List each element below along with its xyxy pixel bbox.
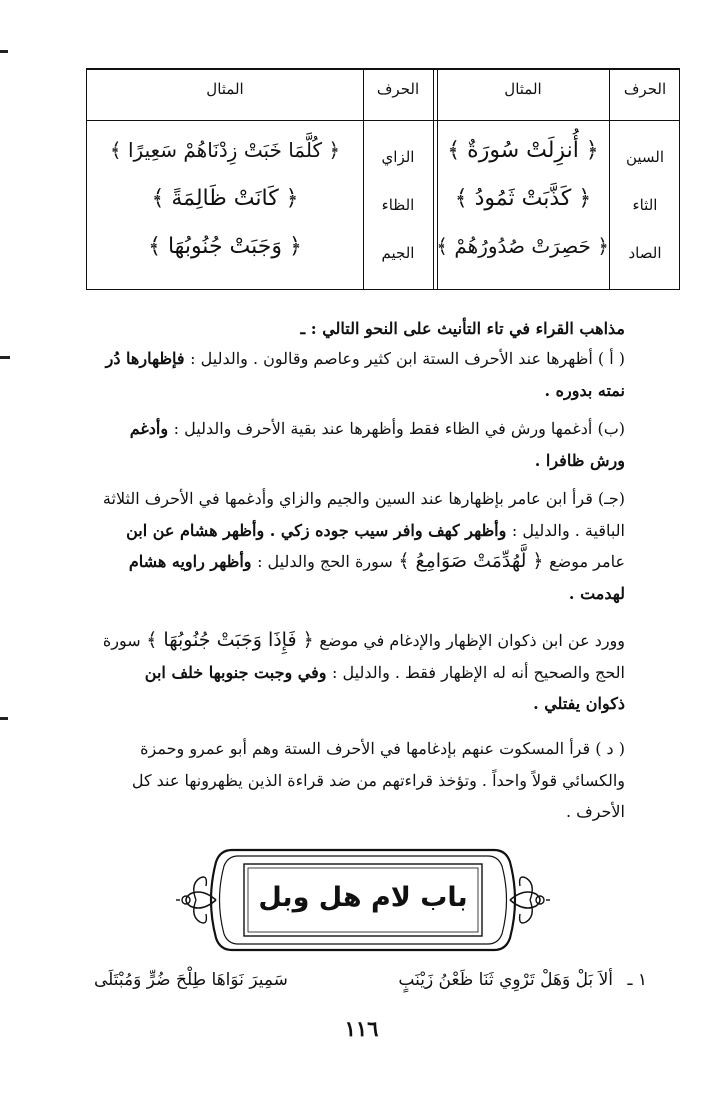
paragraph-c-line-4: لهدمت . bbox=[568, 583, 625, 603]
paragraph-dhakwan bbox=[90, 625, 625, 720]
row-example-sad: ﴿ حَصِرَتْ صُدُورُهُمْ ﴾ bbox=[436, 234, 609, 258]
paragraph-b-text: (ب) أدغمها ورش في الظاء فقط وأظهرها عند بقية الأحرف والدليل : bbox=[173, 419, 625, 438]
paragraph-dhakwan-line-2 bbox=[90, 657, 625, 689]
paragraph-dhakwan-line-1 bbox=[90, 625, 625, 657]
scan-mark-middle bbox=[0, 356, 10, 359]
row-letter-jim: الجيم bbox=[381, 244, 415, 262]
paragraph-c-proof: وأظهر كهف وافر سيب جوده زكي . وأظهر هشام عن ابن bbox=[126, 520, 507, 540]
row-example-jim: ﴿ وَجَبَتْ جُنُوبُهَا ﴾ bbox=[148, 234, 302, 259]
paragraph-c-line-2 bbox=[90, 515, 625, 547]
row-letter-tha: الثاء bbox=[632, 196, 658, 214]
page-number: ١١٦ bbox=[344, 1016, 379, 1041]
paragraph-a-proof: فإظهارها دُر bbox=[105, 349, 185, 368]
paragraph-b-proof: وأدغم bbox=[129, 419, 169, 438]
paragraph-b-line-2: ورش ظافرا . bbox=[534, 450, 625, 470]
scan-mark-top bbox=[0, 50, 8, 53]
paragraph-c bbox=[90, 483, 625, 609]
paragraph-d-line-3: الأحرف . bbox=[565, 802, 625, 821]
intro-paragraph bbox=[90, 313, 625, 345]
verse-number: ١ ـ bbox=[627, 970, 647, 990]
row-example-zay: ﴿ كُلَّمَا خَبَتْ زِدْنَاهُمْ سَعِيرًا ﴾ bbox=[109, 138, 341, 162]
header-example-right: المثال bbox=[504, 80, 542, 98]
paragraph-a-text: ( أ ) أظهرها عند الأحرف الستة ابن كثير وعاصم وقالون . والدليل : bbox=[190, 349, 625, 368]
paragraph-dhakwan-proof: وفي وجبت جنوبها خلف ابن bbox=[144, 662, 327, 682]
row-example-tha: ﴿ كَذَّبَتْ ثَمُودُ ﴾ bbox=[454, 186, 592, 211]
paragraph-a-line-2: نمته بدوره . bbox=[544, 380, 625, 400]
paragraph-d-line-2: والكسائي قولاً واحداً . وتؤخذ قراءتهم من ضد قراءة الذين يظهرونها عند كل bbox=[131, 770, 625, 790]
paragraph-c-quran: ﴿ لَّهُدِّمَتْ صَوَامِعُ ﴾ bbox=[398, 550, 544, 572]
section-title: باب لام هل وبل bbox=[258, 882, 468, 913]
header-letter-left: الحرف bbox=[376, 80, 420, 98]
row-letter-zay: الزاي bbox=[381, 148, 415, 166]
row-example-zha: ﴿ كَانَتْ ظَالِمَةً ﴾ bbox=[151, 186, 299, 211]
paragraph-dhakwan-text-2: سورة bbox=[102, 631, 141, 650]
section-title-frame bbox=[176, 844, 550, 956]
paragraph-a-line-1 bbox=[90, 343, 625, 375]
paragraph-dhakwan-line-3: ذكوان يفتلي . bbox=[533, 694, 625, 713]
paragraph-c-line-1: (جـ) قرأ ابن عامر بإظهارها عند السين والجيم والزاي وأدغمها في الأحرف الثلاثة bbox=[102, 489, 625, 508]
paragraph-dhakwan-text: وورد عن ابن ذكوان الإظهار والإدغام في موضع bbox=[319, 631, 625, 650]
header-example-left: المثال bbox=[206, 80, 244, 98]
col-divider-3 bbox=[433, 68, 434, 289]
row-letter-sin: السين bbox=[625, 148, 665, 166]
row-example-sin: ﴿ أُنزِلَتْ سُورَةٌ ﴾ bbox=[447, 138, 599, 163]
paragraph-c-text-2: عامر موضع bbox=[549, 552, 625, 571]
paragraph-d-line-1: ( د ) قرأ المسكوت عنهم بإدغامها في الأحرف الستة وهم أبو عمرو وحمزة bbox=[140, 739, 625, 758]
paragraph-dhakwan-text-3: الحج والصحيح أنه له الإظهار فقط . والدليل : bbox=[332, 662, 625, 682]
paragraph-c-text-3: سورة الحج والدليل : bbox=[257, 552, 393, 571]
paragraph-c-line-3 bbox=[90, 546, 625, 578]
row-letter-zha: الظاء bbox=[381, 196, 415, 214]
intro-line: مذاهب القراء في تاء التأنيث على النحو التالي : ـ bbox=[300, 319, 625, 338]
paragraph-c-proof-2: وأظهر راويه هشام bbox=[128, 552, 252, 571]
verse-hemistich-1: ألاَ بَلْ وَهَلْ تَرْوِي ثَنَا ظَعْنُ زَيْنَبٍ bbox=[398, 970, 613, 990]
verse-hemistich-2: سَمِيرَ نَوَاهَا طِلْحَ ضُرٍّ وَمُبْتَلَى bbox=[94, 970, 288, 990]
paragraph-c-text: الباقية . والدليل : bbox=[511, 520, 625, 540]
header-letter-right: الحرف bbox=[623, 80, 667, 98]
paragraph-dhakwan-quran: ﴿ فَإِذَا وَجَبَتْ جُنُوبُهَا ﴾ bbox=[146, 629, 314, 651]
row-letter-sad: الصاد bbox=[628, 244, 662, 262]
paragraph-a bbox=[90, 343, 625, 406]
paragraph-d bbox=[90, 733, 625, 828]
scan-mark-lower bbox=[0, 717, 8, 720]
paragraph-b bbox=[90, 413, 625, 476]
letters-table bbox=[86, 68, 680, 290]
header-rule bbox=[87, 120, 679, 121]
paragraph-b-line-1 bbox=[90, 413, 625, 445]
